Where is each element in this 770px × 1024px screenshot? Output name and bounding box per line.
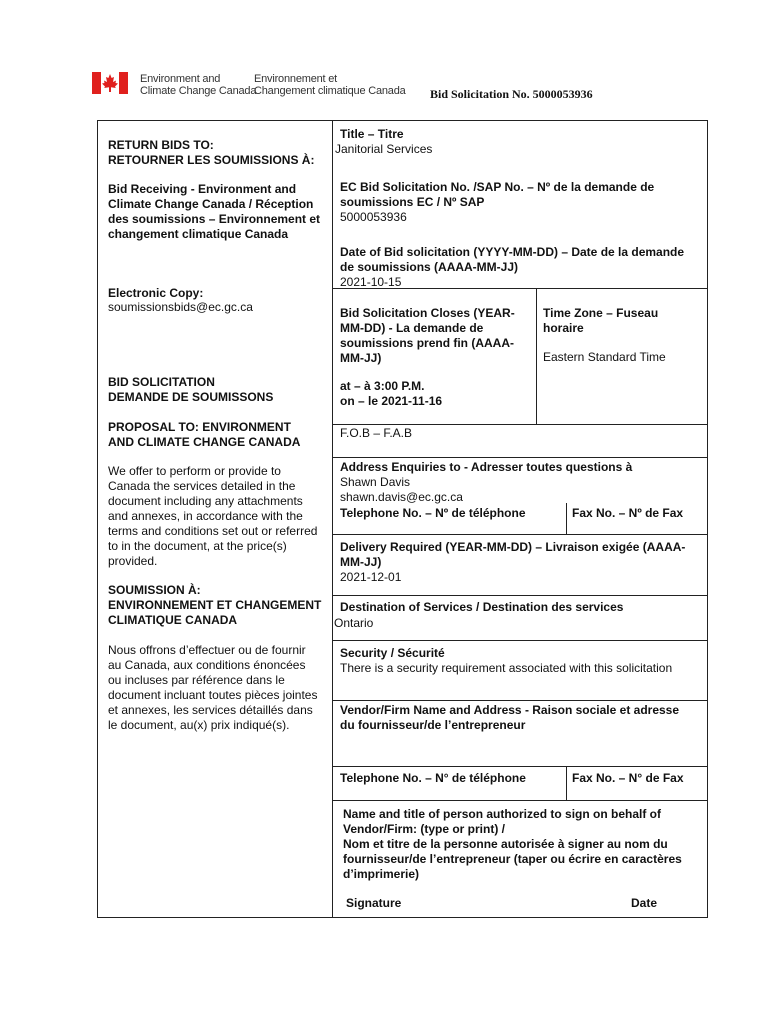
proposal-to-heading: PROPOSAL TO: ENVIRONMENT AND CLIMATE CHANGE CANADA <box>108 420 301 449</box>
signature-label: Signature <box>346 896 402 910</box>
bid-solicitation-heading: BID SOLICITATION DEMANDE DE SOUMISSONS <box>108 375 274 404</box>
fob-label: F.O.B – F.A.B <box>340 426 413 440</box>
bid-solicitation-number-header: Bid Solicitation No. 5000053936 <box>430 87 593 101</box>
bid-receiving-address: Bid Receiving - Environment and Climate Change Canada / Réception des soumissions – Environnement et changement climatique Canada <box>108 182 321 241</box>
vendor-name-address-label: Vendor/Firm Name and Address - Raison sociale et adresse du fournisseur/de l’entrepreneur <box>340 703 680 732</box>
return-bids-label: RETURN BIDS TO: RETOURNER LES SOUMISSIONS À: <box>108 138 315 167</box>
title-label: Title – Titre <box>340 127 404 141</box>
authorized-person-label: Name and title of person authorized to sign on behalf of Vendor/Firm: (type or print) / Nom et titre de la personne autorisée à signer au nom du fournisseur/de l’entrepreneur (taper ou écrire en caractères d’imprimerie) <box>343 807 682 881</box>
delivery-required-label: Delivery Required (YEAR-MM-DD) – Livraison exigée (AAAA- MM-JJ) <box>340 540 686 569</box>
soumission-heading: SOUMISSION À: ENVIRONNEMENT ET CHANGEMENT CLIMATIQUE CANADA <box>108 583 322 627</box>
security-label: Security / Sécurité <box>340 646 445 660</box>
solicitation-date-label: Date of Bid solicitation (YYYY-MM-DD) – Date de la demande de soumissions (AAAA-MM-JJ) <box>340 245 685 274</box>
electronic-copy-email: soumissionsbids@ec.gc.ca <box>108 300 253 314</box>
solicitation-date-value: 2021-10-15 <box>340 275 402 289</box>
canada-flag-logo <box>92 72 128 94</box>
closing-date-label: Bid Solicitation Closes (YEAR- MM-DD) - La demande de soumissions prend fin (AAAA- MM-JJ) <box>340 306 515 365</box>
fax-label: Fax No. – Nº de Fax <box>572 506 684 520</box>
enquiries-email: shawn.davis@ec.gc.ca <box>340 490 463 504</box>
telephone-label: Telephone No. – Nº de téléphone <box>340 506 526 520</box>
delivery-required-value: 2021-12-01 <box>340 570 402 584</box>
destination-label: Destination of Services / Destination des services <box>340 600 624 614</box>
electronic-copy-label: Electronic Copy: <box>108 286 204 300</box>
enquiries-name: Shawn Davis <box>340 475 411 489</box>
enquiries-label: Address Enquiries to - Adresser toutes questions à <box>340 460 633 474</box>
time-zone-value: Eastern Standard Time <box>543 350 666 364</box>
sap-number-value: 5000053936 <box>340 210 407 224</box>
sap-number-label: EC Bid Solicitation No. /SAP No. – Nº de la demande de soumissions EC / Nº SAP <box>340 180 655 209</box>
department-name-fr: Environnement et Changement climatique Canada <box>254 73 406 97</box>
time-zone-label: Time Zone – Fuseau horaire <box>543 306 659 335</box>
destination-value: Ontario <box>334 616 374 630</box>
signature-date-label: Date <box>631 896 658 910</box>
department-name-en: Environment and Climate Change Canada <box>140 73 257 97</box>
vendor-telephone-label: Telephone No. – N° de téléphone <box>340 771 526 785</box>
title-value: Janitorial Services <box>335 142 433 156</box>
maple-leaf-icon <box>92 72 128 94</box>
closing-time-value: at – à 3:00 P.M. on – le 2021-11-16 <box>340 379 443 408</box>
offer-text-en: We offer to perform or provide to Canada the services detailed in the document including any attachments and annexes, in accordance with the terms and conditions set out or referred to in the document, at the price(s) provided. <box>108 464 318 568</box>
security-value: There is a security requirement associated with this solicitation <box>340 661 673 675</box>
vendor-fax-label: Fax No. – N° de Fax <box>572 771 684 785</box>
offer-text-fr: Nous offrons d’effectuer ou de fournir au Canada, aux conditions énoncées ou incluses par référence dans le document incluant toutes pièces jointes et annexes, les services détaillés dans le document, au(x) prix indiqué(s). <box>108 643 318 732</box>
